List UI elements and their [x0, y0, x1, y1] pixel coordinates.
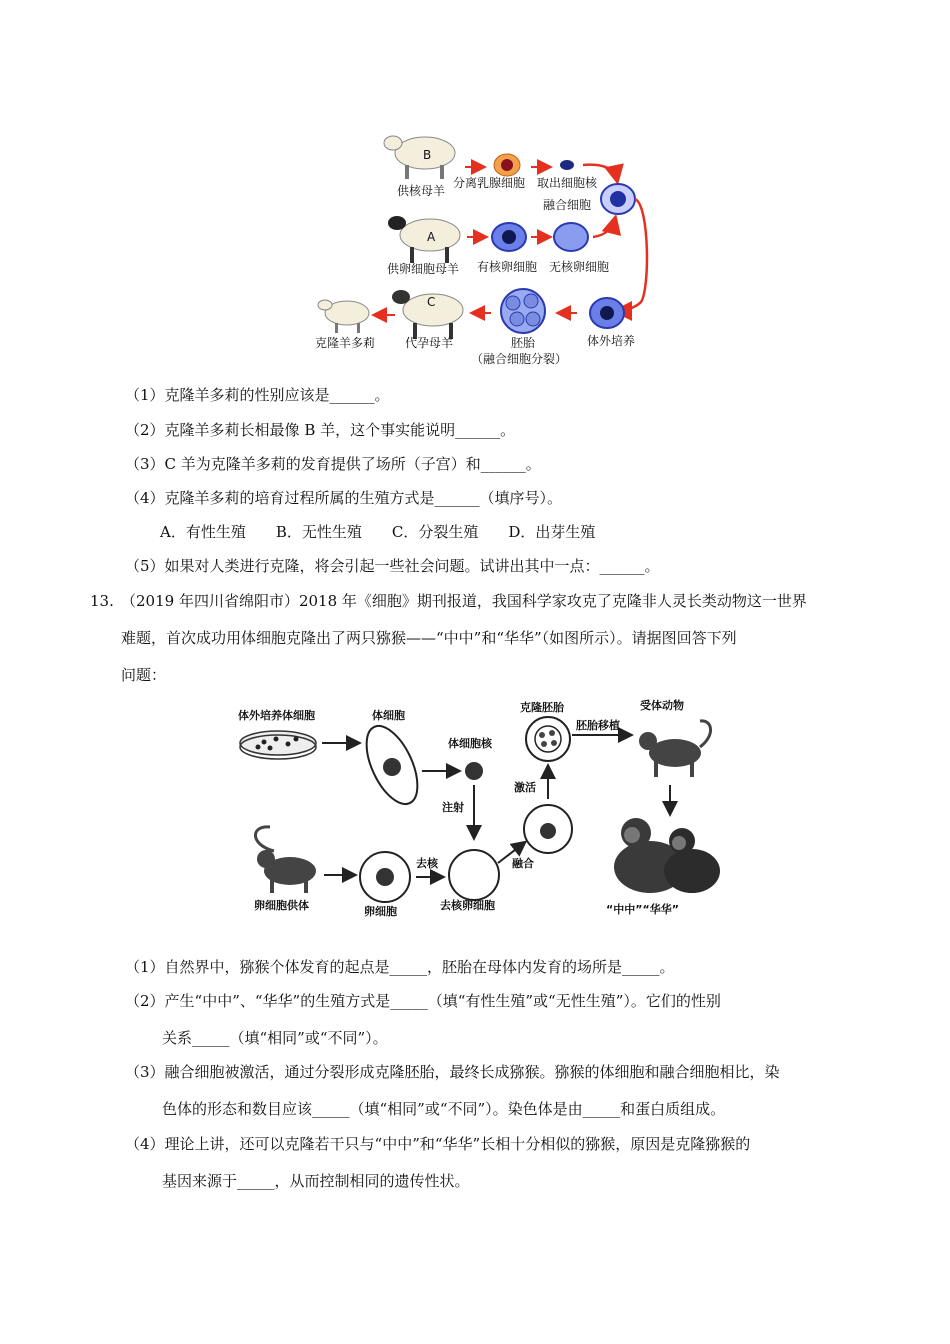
label-embryo: 胚胎	[511, 336, 536, 350]
q12-sub4: （4）克隆羊多莉的培育过程所属的生殖方式是______（填序号）。	[125, 489, 563, 507]
q13-sub3-line1: （3）融合细胞被激活，通过分裂形成克隆胚胎，最终长成猕猴。猕猴的体细胞和融合细胞相比，染	[125, 1063, 780, 1081]
enucleated-egg-icon	[449, 850, 499, 900]
nucleus-icon	[560, 160, 574, 170]
label-recipient: 受体动物	[640, 699, 684, 712]
sheep-a-icon	[388, 216, 460, 263]
label-embryo-transfer: 胚胎移植	[576, 719, 620, 732]
cloned-embryo-icon	[526, 717, 570, 761]
q12-sub5: （5）如果对人类进行克隆，将会引起一些社会问题。试讲出其中一点：______。	[125, 557, 660, 575]
label-in-vitro: 体外培养	[587, 334, 636, 348]
monkey-clone-diagram	[230, 695, 720, 920]
label-names: “中中”“华华”	[606, 903, 679, 916]
q13-sub3-line2: 色体的形态和数目应该_____（填“相同”或“不同”）。染色体是由_____和蛋白质组成。	[162, 1100, 726, 1118]
label-surrogate-ewe: 代孕母羊	[405, 336, 454, 350]
label-donor-nucleus-ewe: 供核母羊	[397, 184, 446, 198]
egg-donor-monkey-icon	[255, 827, 316, 893]
q13-sub1: （1）自然界中，猕猴个体发育的起点是_____，胚胎在母体内发育的场所是_____。	[125, 958, 675, 976]
q13-stem-line2: 难题，首次成功用体细胞克隆出了两只猕猴——“中中”和“华华”（如图所示）。请据图回答下列	[121, 629, 737, 647]
somatic-cell-icon	[356, 718, 428, 811]
q13-stem-line3: 问题：	[121, 666, 167, 684]
q12-sub2: （2）克隆羊多莉长相最像 B 羊，这个事实能说明______。	[125, 421, 516, 439]
fused-cell-icon	[601, 184, 635, 214]
q12-sub1: （1）克隆羊多莉的性别应该是______。	[125, 386, 390, 404]
enucleated-egg-icon	[554, 223, 588, 251]
label-somatic-cell: 体细胞	[372, 709, 405, 722]
label-fused-cell: 融合细胞	[543, 198, 592, 212]
q13-number: 13.	[90, 592, 114, 610]
q13-stem-line1: （2019 年四川省绵阳市）2018 年《细胞》期刊报道，我国科学家攻克了克隆非人灵长类动物这一世界	[121, 592, 807, 610]
q12-options: A．有性生殖 B．无性生殖 C．分裂生殖 D．出芽生殖	[160, 523, 596, 541]
dolly-sheep-icon	[318, 300, 369, 333]
sheep-c-letter: C	[427, 295, 436, 309]
label-separate-mammary: 分离乳腺细胞	[453, 176, 526, 190]
label-take-nucleus: 取出细胞核	[537, 176, 598, 190]
baby-monkeys-icon	[614, 818, 720, 893]
q13-sub2-line2: 关系_____（填“相同”或“不同”）。	[162, 1029, 388, 1047]
culture-dish-icon	[240, 731, 316, 759]
dolly-clone-diagram	[305, 125, 655, 370]
q13-sub4-line2: 基因来源于_____，从而控制相同的遗传性状。	[162, 1172, 470, 1190]
sheep-b-letter: B	[423, 148, 432, 162]
q13-sub4-line1: （4）理论上讲，还可以克隆若干只与“中中”和“华华”长相十分相似的猕猴，原因是克隆猕猴的	[125, 1135, 751, 1153]
label-nucleated-egg: 有核卵细胞	[477, 260, 538, 274]
sheep-c-icon	[392, 290, 463, 339]
in-vitro-cell-icon	[590, 298, 624, 328]
label-cloned-sheep: 克隆羊多莉	[315, 336, 376, 350]
fused-cell-icon	[524, 805, 572, 853]
label-fusion: 融合	[512, 857, 534, 870]
mammary-cell-icon	[494, 154, 520, 176]
embryo-icon	[501, 289, 545, 333]
somatic-nucleus-icon	[465, 762, 483, 780]
label-culture: 体外培养体细胞	[238, 709, 315, 722]
label-enucleated-egg: 去核卵细胞	[440, 899, 495, 912]
label-egg: 卵细胞	[364, 905, 397, 918]
q13-sub2-line1: （2）产生“中中”、“华华”的生殖方式是_____（填“有性生殖”或“无性生殖”）。它们的性别	[125, 992, 721, 1010]
label-egg-donor-ewe: 供卵细胞母羊	[387, 262, 460, 276]
label-activate: 激活	[514, 781, 536, 794]
egg-cell-icon	[360, 852, 410, 902]
label-egg-donor: 卵细胞供体	[254, 899, 309, 912]
label-embryo-note: （融合细胞分裂）	[471, 352, 568, 366]
label-inject: 注射	[442, 801, 464, 814]
recipient-monkey-icon	[639, 721, 711, 777]
sheep-a-letter: A	[427, 230, 436, 244]
nucleated-egg-icon	[492, 223, 526, 251]
label-enucleate: 去核	[416, 857, 438, 870]
label-somatic-nucleus: 体细胞核	[448, 737, 492, 750]
sheep-b-icon	[384, 136, 455, 179]
label-cloned-embryo: 克隆胚胎	[520, 701, 564, 714]
q12-sub3: （3）C 羊为克隆羊多莉的发育提供了场所（子宫）和______。	[125, 455, 541, 473]
label-enucleated-egg: 无核卵细胞	[549, 260, 610, 274]
